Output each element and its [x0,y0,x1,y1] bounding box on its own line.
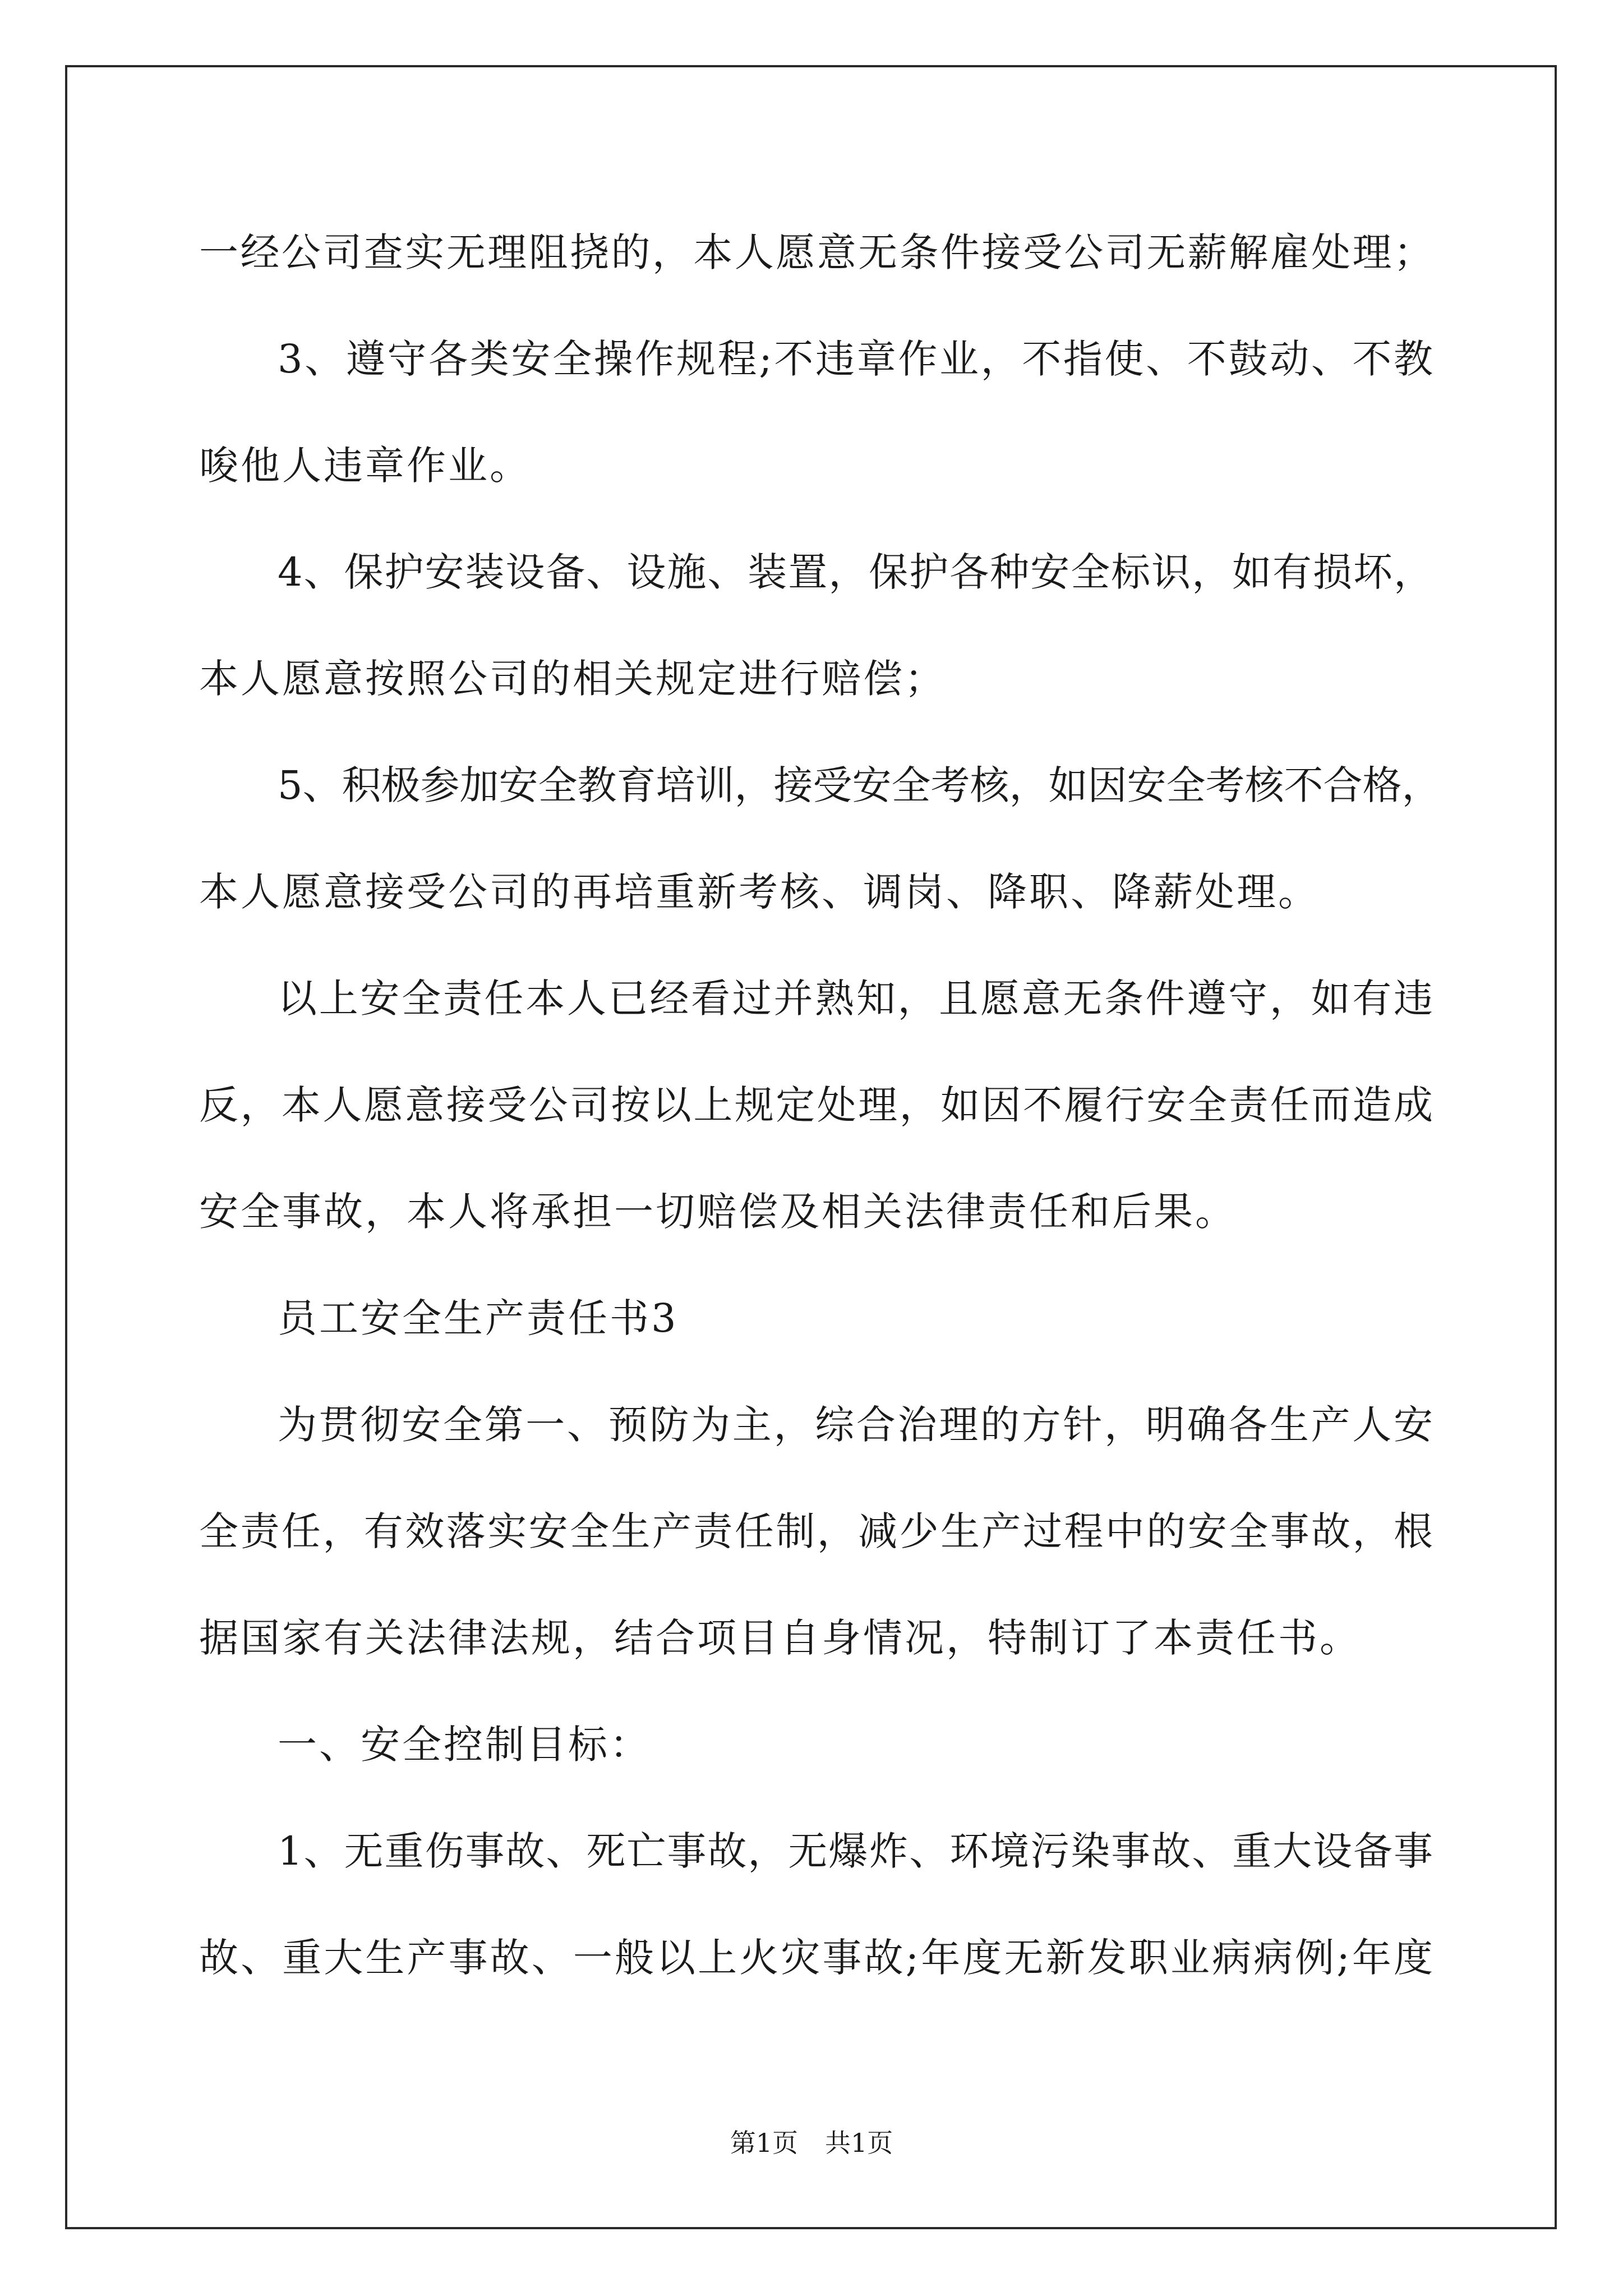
page-number-current: 第1页 [730,2128,798,2158]
page-border [65,65,1557,2229]
text-line: 安全事故，本人将承担一切赔偿及相关法律责任和后果。 [199,1189,1237,1235]
text-line: 本人愿意接受公司的再培重新考核、调岗、降职、降薪处理。 [199,869,1320,915]
text-line: 为贯彻安全第一、预防为主，综合治理的方针，明确各生产人安 [278,1402,1433,1448]
text-line: 唆他人违章作业。 [199,443,531,489]
text-line: 以上安全责任本人已经看过并熟知，且愿意无条件遵守，如有违 [278,976,1433,1022]
text-line: 据国家有关法律法规，结合项目自身情况，特制订了本责任书。 [199,1615,1361,1661]
text-line: 4、保护安装设备、设施、装置，保护各种安全标识，如有损坏， [278,549,1433,595]
page-footer [0,2126,1623,2160]
text-line: 全责任，有效落实安全生产责任制，减少生产过程中的安全事故，根 [199,1508,1433,1554]
text-line: 反，本人愿意接受公司按以上规定处理，如因不履行安全责任而造成 [199,1082,1433,1128]
page-number-total: 共1页 [825,2128,893,2158]
section-heading: 员工安全生产责任书3 [278,1295,679,1341]
text-line: 一经公司查实无理阻挠的，本人愿意无条件接受公司无薪解雇处理； [199,229,1433,275]
text-line: 本人愿意按照公司的相关规定进行赔偿； [199,656,946,702]
text-line: 1、无重伤事故、死亡事故，无爆炸、环境污染事故、重大设备事 [278,1828,1433,1874]
text-line: 3、遵守各类安全操作规程;不违章作业，不指使、不鼓动、不教 [278,336,1433,382]
text-line: 5、积极参加安全教育培训，接受安全考核，如因安全考核不合格， [278,762,1441,808]
text-line: 一、安全控制目标： [278,1722,651,1768]
text-line: 故、重大生产事故、一般以上火灾事故;年度无新发职业病病例;年度 [199,1935,1433,1981]
